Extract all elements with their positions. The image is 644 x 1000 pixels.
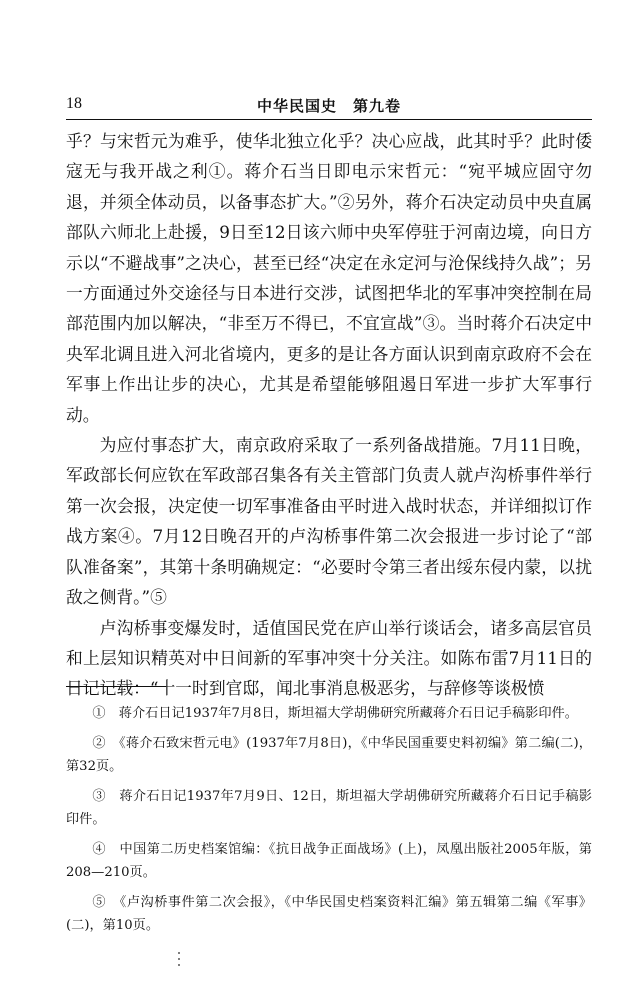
footnote-rule xyxy=(66,686,166,687)
footnote: ① 蒋介石日记1937年7月8日，斯坦福大学胡佛研究所藏蒋介石日记手稿影印件。 xyxy=(92,706,578,721)
running-title: 中华民国史 第九卷 xyxy=(256,97,401,115)
header-rule xyxy=(66,119,592,120)
paragraph: 乎？与宋哲元为难乎，使华北独立化乎？决心应战，此其时乎？此时倭寇无与我开战之利①。蒋介石当日即电示宋哲元：“宛平城应固守勿退，并须全体动员，以备事态扩大。”②另外，蒋介石决定动员中央直属部队六师北上赴援，9日至12日该六师中央军停驻于河南边境，向日方示以“不避战事”之决心，甚至已经“决定在永定河与沧保线持久战”；另一方面通过外交途径与日本进行交涉，试图把华北的军事冲突控制在局部范围内加以解决，“非至万不得已，不宜宣战”③。当时蒋介石决定中央军北调且进入河北省境内，更多的是让各方面认识到南京政府不会在军事上作出让步的决心，尤其是希望能够阻遏日军进一步扩大军事行动。 xyxy=(66,131,592,425)
footnote: ② 《蒋介石致宋哲元电》(1937年7月8日)，《中华民国重要史料初编》第二编(二)，第32页。 xyxy=(66,735,592,774)
paragraph: 卢沟桥事变爆发时，适值国民党在庐山举行谈话会，诸多高层官员和上层知识精英对中日间新的军事冲突十分关注。如陈布雷7月11日的日记记载：“十一时到官邸，闻北事消息极恶劣，与辞修等谈极愤 xyxy=(66,617,592,699)
footnote: ④ 中国第二历史档案馆编：《抗日战争正面战场》(上)，凤凰出版社2005年版，第208—210页。 xyxy=(66,841,592,880)
footnotes xyxy=(66,702,592,944)
paragraph: 为应付事态扩大，南京政府采取了一系列备战措施。7月11日晚，军政部长何应钦在军政部召集各有关主管部门负责人就卢沟桥事件举行第一次会报，决定使一切军事准备由平时进入战时状态，并详细拟订作战方案④。7月12日晚召开的卢沟桥事件第二次会报进一步讨论了“部队准备案”，其第十条明确规定：“必要时令第三者出绥东侵内蒙，以扰敌之侧背。”⑤ xyxy=(66,435,592,608)
page-header xyxy=(66,95,592,117)
footnote: ③ 蒋介石日记1937年7月9日、12日，斯坦福大学胡佛研究所藏蒋介石日记手稿影印件。 xyxy=(66,788,592,827)
scan-speck-marks xyxy=(176,948,182,972)
footnote: ⑤ 《卢沟桥事件第二次会报》，《中华民国史档案资料汇编》第五辑第二编《军事》(二)，第10页。 xyxy=(66,894,592,933)
page-number: 18 xyxy=(66,95,82,112)
body-text xyxy=(66,126,592,704)
